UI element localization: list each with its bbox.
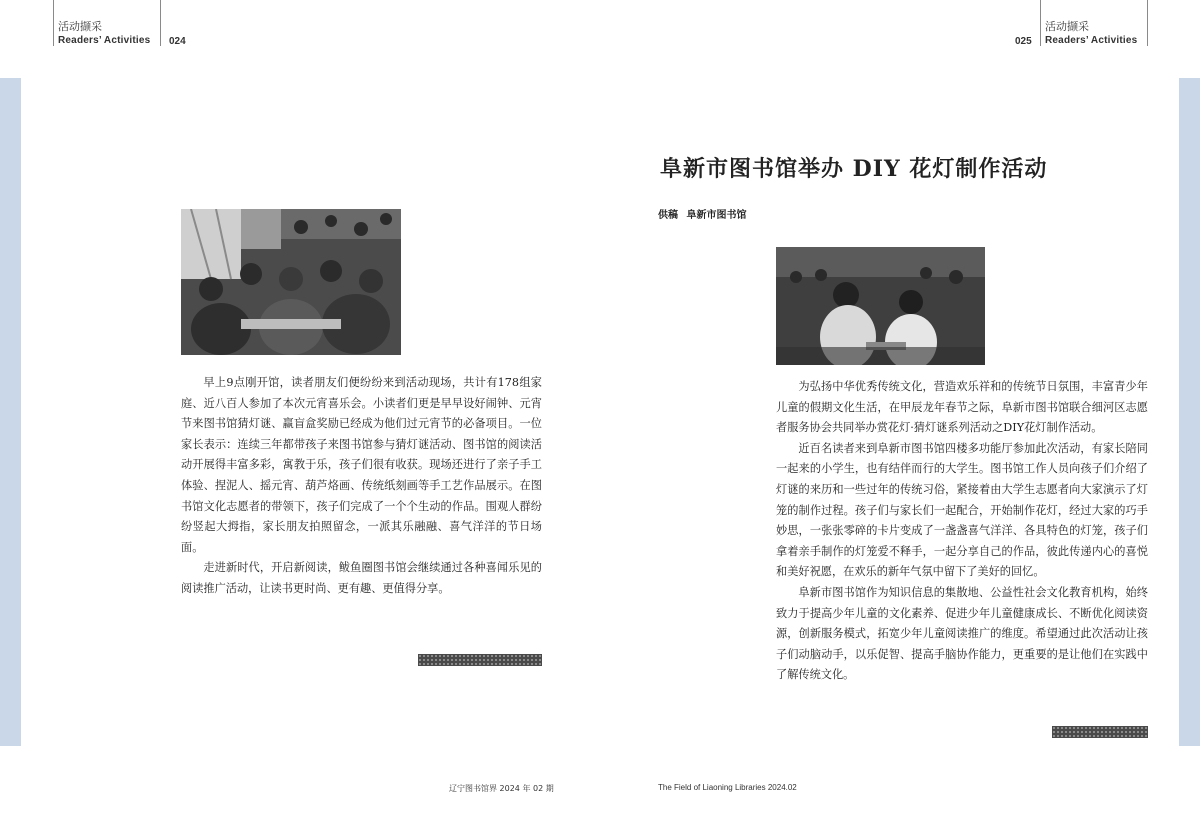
header-left: [58, 20, 150, 47]
event-photo-left: [181, 209, 401, 355]
event-photo-right: [776, 247, 985, 365]
paragraph: 近百名读者来到阜新市图书馆四楼多功能厅参加此次活动，有家长陪同一起来的小学生，也有结伴而行的大学生。图书馆工作人员向孩子们介绍了灯谜的来历和一些过年的传统习俗，紧接着由大学生志愿者向大家演示了灯笼的制作过程。孩子们与家长们一起配合，开始制作花灯，经过大家的巧手妙思，一张张零碎的卡片变成了一盏盏喜气洋洋、各具特色的灯笼，孩子们拿着亲手制作的灯笼爱不释手，一起分享自己的作品，彼此传递内心的喜悦和美好祝愿，在欢乐的新年气氛中留下了美好的回忆。: [776, 441, 1148, 579]
article-title: 阜新市图书馆举办 DIY 花灯制作活动: [660, 156, 1048, 182]
paragraph: 阜新市图书馆作为知识信息的集散地、公益性社会文化教育机构，始终致力于提高少年儿童的文化素养、促进少年儿童健康成长、不断优化阅读资源，创新服务模式，拓宽少年儿童阅读推广的维度。希望通过此次活动让孩子们动脑动手，以乐促智、提高手脑协作能力，更重要的是让他们在实践中了解传统文化。: [776, 585, 1148, 682]
footer-left: 辽宁图书馆界 2024 年 02 期: [449, 784, 554, 793]
page-number-right: 025: [1015, 36, 1032, 47]
crowd-photo-graphic: [181, 209, 401, 355]
paragraph: 走进新时代，开启新阅读，鲅鱼圈图书馆会继续通过各种喜闻乐见的阅读推广活动，让读书更时尚、更有趣、更值得分享。: [181, 561, 542, 595]
decorative-bar-left: [418, 654, 542, 666]
header-divider: [1147, 0, 1148, 46]
left-side-bar: [0, 78, 21, 746]
header-right: [1045, 20, 1137, 47]
lantern-making-photo-graphic: [776, 247, 985, 365]
right-side-bar: [1179, 78, 1200, 746]
section-title-en: Readers’ Activities: [1045, 35, 1138, 46]
byline: [658, 206, 751, 221]
paragraph: 为弘扬中华优秀传统文化，营造欢乐祥和的传统节日氛围，丰富青少年儿童的假期文化生活，在甲辰龙年春节之际，阜新市图书馆联合细河区志愿者服务协会共同举办赏花灯·猜灯谜系列活动之DIY花灯制作活动。: [776, 380, 1148, 435]
paragraph: 早上9点刚开馆，读者朋友们便纷纷来到活动现场，共计有178组家庭、近八百人参加了本次元宵喜乐会。小读者们更是早早设好闹钟、元宵节来图书馆猜灯谜、赢盲盒奖励已经成为他们过元宵节的必备项目。一位家长表示：连续三年都带孩子来图书馆参与猜灯谜活动、图书馆的阅读活动开展得丰富多彩，寓教于乐，孩子们很有收获。现场还进行了亲子手工体验、捏泥人、摇元宵、葫芦烙画、传统纸刻画等手工艺作品展示。在图书馆文化志愿者的带领下，孩子们完成了一个个生动的作品。围观人群纷纷竖起大拇指，家长朋友拍照留念，一派其乐融融、喜气洋洋的节日场面。: [181, 376, 542, 554]
section-title-en: Readers’ Activities: [58, 35, 151, 46]
section-title-cn: 活动撷采: [1045, 20, 1089, 33]
decorative-bar-right: [1052, 726, 1148, 738]
section-title-cn: 活动撷采: [58, 20, 102, 33]
right-text-column: [776, 377, 1148, 686]
footer-right: The Field of Liaoning Libraries 2024.02: [658, 783, 797, 792]
page-number-left: 024: [169, 36, 186, 47]
header-divider: [160, 0, 161, 46]
left-text-column: [181, 373, 542, 600]
header-divider: [1040, 0, 1041, 46]
byline-label: 供稿: [658, 210, 678, 221]
header-divider: [53, 0, 54, 46]
byline-source: 阜新市图书馆: [686, 210, 747, 221]
